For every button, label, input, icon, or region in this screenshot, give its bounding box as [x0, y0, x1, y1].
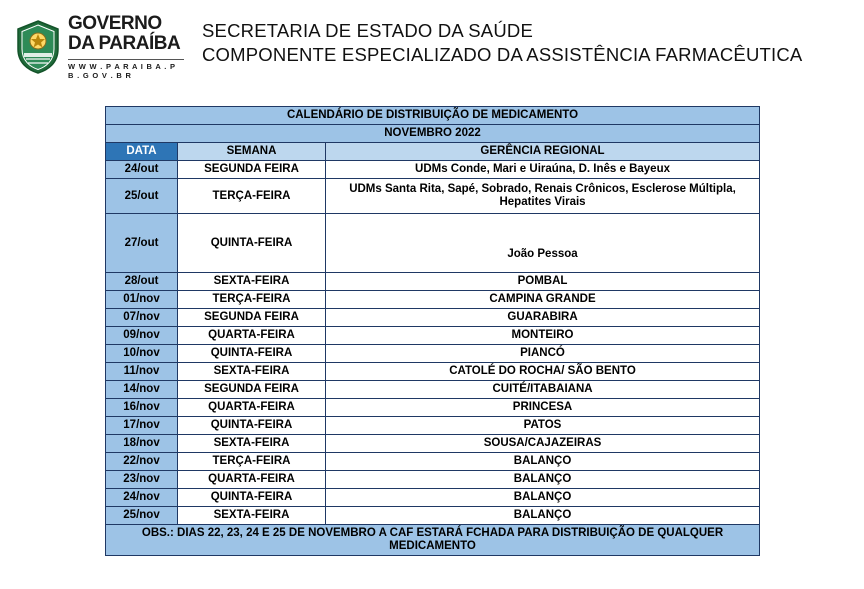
logo-line-1: GOVERNO [68, 13, 162, 34]
cell-semana: SEXTA-FEIRA [178, 273, 326, 291]
logo-line-2: DA PARAÍBA [68, 33, 181, 54]
cell-regional: CATOLÉ DO ROCHA/ SÃO BENTO [326, 363, 760, 381]
table-row [106, 489, 760, 507]
table-footer-row [106, 525, 760, 556]
logo-url: W W W . P A R A I B A . P B . G O V . B R [68, 59, 184, 80]
table-title-row [106, 107, 760, 125]
table-title: CALENDÁRIO DE DISTRIBUIÇÃO DE MEDICAMENTO [106, 107, 760, 125]
table-row [106, 273, 760, 291]
table-row [106, 214, 760, 273]
table-row [106, 291, 760, 309]
distribution-calendar-table [105, 106, 760, 556]
cell-regional: BALANÇO [326, 453, 760, 471]
cell-semana: QUARTA-FEIRA [178, 327, 326, 345]
cell-data: 27/out [106, 214, 178, 273]
cell-regional: SOUSA/CAJAZEIRAS [326, 435, 760, 453]
cell-data: 18/nov [106, 435, 178, 453]
cell-regional: PIANCÓ [326, 345, 760, 363]
cell-semana: SEGUNDA FEIRA [178, 381, 326, 399]
cell-data: 14/nov [106, 381, 178, 399]
cell-semana: SEGUNDA FEIRA [178, 309, 326, 327]
cell-regional: GUARABIRA [326, 309, 760, 327]
table-row [106, 435, 760, 453]
government-logo [14, 14, 184, 80]
cell-semana: SEXTA-FEIRA [178, 435, 326, 453]
cell-data: 25/nov [106, 507, 178, 525]
table-row [106, 179, 760, 214]
cell-regional: BALANÇO [326, 471, 760, 489]
cell-semana: TERÇA-FEIRA [178, 453, 326, 471]
cell-regional: BALANÇO [326, 507, 760, 525]
cell-regional: UDMs Santa Rita, Sapé, Sobrado, Renais Crônicos, Esclerose Múltipla, Hepatites Virais [326, 179, 760, 214]
observation-note: OBS.: DIAS 22, 23, 24 E 25 DE NOVEMBRO A CAF ESTARÁ FCHADA PARA DISTRIBUIÇÃO DE QUALQUER MEDICAMENTO [106, 525, 760, 556]
logo-wordmark [68, 14, 184, 80]
cell-regional: PATOS [326, 417, 760, 435]
cell-data: 16/nov [106, 399, 178, 417]
column-header-semana: SEMANA [178, 143, 326, 161]
cell-semana: TERÇA-FEIRA [178, 291, 326, 309]
table-row [106, 309, 760, 327]
cell-semana: SEXTA-FEIRA [178, 363, 326, 381]
cell-data: 24/nov [106, 489, 178, 507]
table-row [106, 363, 760, 381]
cell-semana: QUINTA-FEIRA [178, 345, 326, 363]
cell-semana: TERÇA-FEIRA [178, 179, 326, 214]
table-row [106, 453, 760, 471]
paraiba-coat-of-arms-icon [14, 19, 62, 75]
cell-semana: QUINTA-FEIRA [178, 417, 326, 435]
cell-regional-text: João Pessoa [507, 247, 578, 260]
cell-regional: UDMs Conde, Mari e Uiraúna, D. Inês e Bayeux [326, 161, 760, 179]
cell-semana: QUINTA-FEIRA [178, 214, 326, 273]
header-titles [202, 14, 802, 66]
table-row [106, 381, 760, 399]
table-subtitle-row [106, 125, 760, 143]
cell-semana: QUINTA-FEIRA [178, 489, 326, 507]
cell-data: 24/out [106, 161, 178, 179]
cell-data: 22/nov [106, 453, 178, 471]
table-row [106, 327, 760, 345]
column-header-gerencia: GERÊNCIA REGIONAL [326, 143, 760, 161]
cell-data: 10/nov [106, 345, 178, 363]
table-row [106, 399, 760, 417]
table-row [106, 417, 760, 435]
cell-semana: QUARTA-FEIRA [178, 471, 326, 489]
cell-data: 23/nov [106, 471, 178, 489]
cell-data: 07/nov [106, 309, 178, 327]
header-title-secretaria: SECRETARIA DE ESTADO DA SAÚDE [202, 20, 533, 41]
cell-regional: CUITÉ/ITABAIANA [326, 381, 760, 399]
page-header [0, 0, 864, 80]
cell-data: 28/out [106, 273, 178, 291]
cell-regional: PRINCESA [326, 399, 760, 417]
table-row [106, 471, 760, 489]
cell-data: 01/nov [106, 291, 178, 309]
cell-data: 17/nov [106, 417, 178, 435]
cell-semana: SEXTA-FEIRA [178, 507, 326, 525]
table-subtitle: NOVEMBRO 2022 [106, 125, 760, 143]
cell-regional [326, 214, 760, 273]
header-title-componente: COMPONENTE ESPECIALIZADO DA ASSISTÊNCIA FARMACÊUTICA [202, 44, 803, 65]
cell-semana: QUARTA-FEIRA [178, 399, 326, 417]
cell-regional: CAMPINA GRANDE [326, 291, 760, 309]
column-header-data: DATA [106, 143, 178, 161]
cell-regional: POMBAL [326, 273, 760, 291]
cell-regional: BALANÇO [326, 489, 760, 507]
table-row [106, 161, 760, 179]
cell-data: 11/nov [106, 363, 178, 381]
table-row [106, 345, 760, 363]
table-header-row [106, 143, 760, 161]
table-row [106, 507, 760, 525]
cell-regional: MONTEIRO [326, 327, 760, 345]
cell-data: 09/nov [106, 327, 178, 345]
cell-data: 25/out [106, 179, 178, 214]
calendar-table-wrapper [105, 106, 759, 556]
cell-semana: SEGUNDA FEIRA [178, 161, 326, 179]
